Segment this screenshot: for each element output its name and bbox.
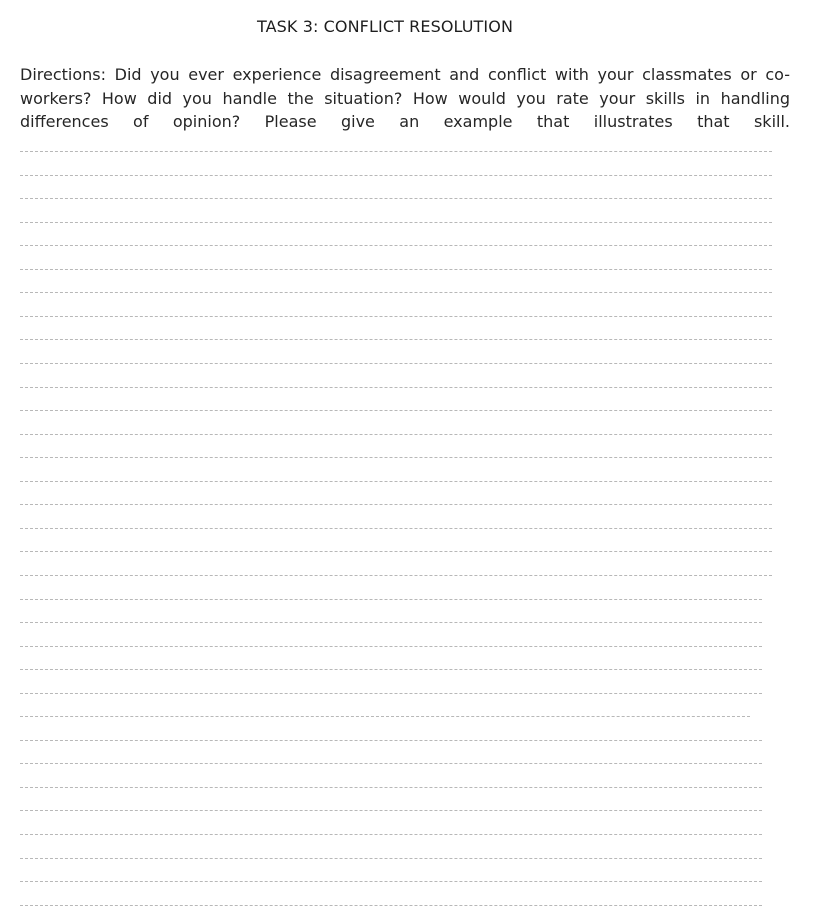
answer-line[interactable] bbox=[20, 481, 772, 482]
answer-line[interactable] bbox=[20, 387, 772, 388]
answer-line[interactable] bbox=[20, 716, 750, 717]
answer-line[interactable] bbox=[20, 787, 762, 788]
answer-line[interactable] bbox=[20, 881, 762, 882]
answer-line[interactable] bbox=[20, 339, 772, 340]
answer-line[interactable] bbox=[20, 599, 762, 600]
answer-line[interactable] bbox=[20, 198, 772, 199]
answer-line[interactable] bbox=[20, 457, 772, 458]
answer-line[interactable] bbox=[20, 669, 762, 670]
answer-line[interactable] bbox=[20, 269, 772, 270]
answer-line[interactable] bbox=[20, 222, 772, 223]
directions-text: Directions: Did you ever experience disagreement and conflict with your classmates or co-workers? How did you handle the situation? How would you rate your skills in handling differences of opinion? Please give an example that illustrates that skill. bbox=[20, 65, 790, 131]
answer-line[interactable] bbox=[20, 834, 762, 835]
task-title: TASK 3: CONFLICT RESOLUTION bbox=[256, 17, 514, 36]
answer-lines[interactable] bbox=[20, 0, 776, 917]
answer-line[interactable] bbox=[20, 693, 762, 694]
answer-line[interactable] bbox=[20, 434, 772, 435]
answer-line[interactable] bbox=[20, 810, 762, 811]
answer-line[interactable] bbox=[20, 905, 762, 906]
answer-line[interactable] bbox=[20, 763, 762, 764]
answer-line[interactable] bbox=[20, 575, 772, 576]
answer-line[interactable] bbox=[20, 551, 772, 552]
answer-line[interactable] bbox=[20, 363, 772, 364]
answer-line[interactable] bbox=[20, 292, 772, 293]
answer-line[interactable] bbox=[20, 528, 772, 529]
answer-line[interactable] bbox=[20, 622, 762, 623]
answer-line[interactable] bbox=[20, 151, 772, 152]
answer-line[interactable] bbox=[20, 740, 762, 741]
answer-line[interactable] bbox=[20, 858, 762, 859]
answer-line[interactable] bbox=[20, 316, 772, 317]
answer-line[interactable] bbox=[20, 245, 772, 246]
answer-line[interactable] bbox=[20, 175, 772, 176]
answer-line[interactable] bbox=[20, 646, 762, 647]
answer-line[interactable] bbox=[20, 504, 772, 505]
answer-line[interactable] bbox=[20, 410, 772, 411]
